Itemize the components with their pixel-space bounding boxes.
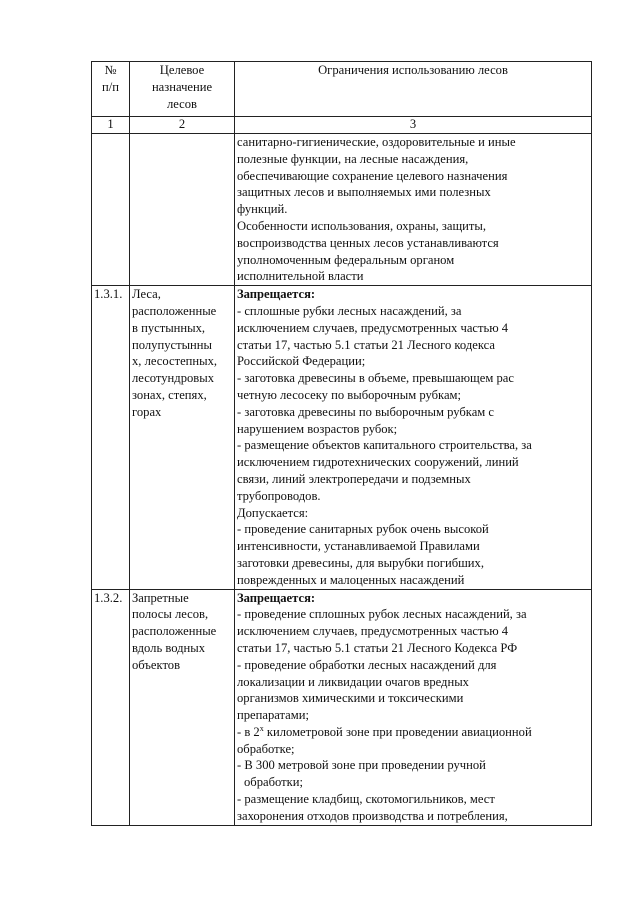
row-purpose	[130, 134, 235, 286]
document-page	[91, 61, 591, 826]
row-restrictions: санитарно-гигиенические, оздоровительные и иные полезные функции, на лесные насаждения, обеспечивающие сохранение целевого назначения защитных лесов и выполняемых ими полезных функций. Особенности использования, охраны, защиты, воспроизводства ценных лесов устанавливаются уполномоченным федеральным органом исполнительной власти	[235, 134, 592, 286]
row-restrictions: Запрещается: - проведение сплошных рубок лесных насаждений, за исключением случаев, предусмотренных частью 4 статьи 17, частью 5.1 статьи 21 Лесного Кодекса РФ - проведение обработки лесных насаждений для локализации и ликвидации очагов вредных организмов химическими и токсическими препаратами; - в $2^х$ километровой зоне при проведении авиационной обработке; - В 300 метровой зоне при проведении ручной обработки; - размещение кладбищ, скотомогильников, мест захоронения отходов производства и потребления,	[235, 589, 592, 825]
row-number	[92, 134, 130, 286]
column-number-3: 3	[235, 117, 592, 134]
row-restrictions: Запрещается: - сплошные рубки лесных насаждений, за исключением случаев, предусмотренных частью 4 статьи 17, частью 5.1 статьи 21 Лесного кодекса Российской Федерации; - заготовка древесины в объеме, превышающем рас четную лесосеку по выборочным рубкам; - заготовка древесины по выборочным рубкам с нарушением возрастов рубок; - размещение объектов капитального строительства, за исключением гидротехнических сооружений, линий связи, линий электропередачи и подземных трубопроводов. Допускается: - проведение санитарных рубок очень высокой интенсивности, устанавливаемой Правилами заготовки древесины, для вырубки погибших, поврежденных и малоценных насаждений	[235, 286, 592, 589]
column-number-row	[92, 117, 592, 134]
restriction-heading: Запрещается:	[237, 590, 316, 605]
header-restrictions: Ограничения использованию лесов	[235, 62, 592, 117]
header-number: № п/п	[92, 62, 130, 117]
row-number: 1.3.2.	[92, 589, 130, 825]
table-row	[92, 134, 592, 286]
column-number-2: 2	[130, 117, 235, 134]
forest-restrictions-table	[91, 61, 592, 826]
table-header-row	[92, 62, 592, 117]
zone-line: - в $2^х$ километровой зоне при проведении авиационной	[237, 723, 532, 739]
row-purpose: Запретные полосы лесов, расположенные вдоль водных объектов	[130, 589, 235, 825]
table-row	[92, 589, 592, 825]
restriction-heading: Запрещается:	[237, 287, 316, 302]
column-number-1: 1	[92, 117, 130, 134]
row-purpose: Леса, расположенные в пустынных, полупустынны х, лесостепных, лесотундровых зонах, степях, горах	[130, 286, 235, 589]
header-purpose: Целевое назначение лесов	[130, 62, 235, 117]
row-number: 1.3.1.	[92, 286, 130, 589]
table-row	[92, 286, 592, 589]
